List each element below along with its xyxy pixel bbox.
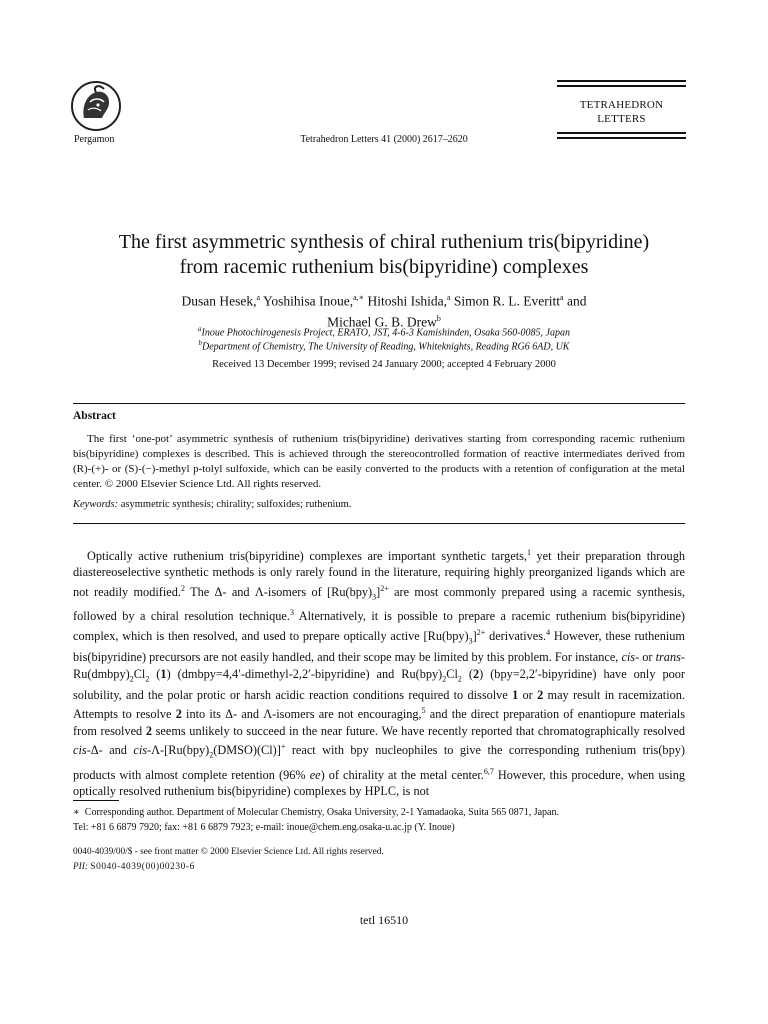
author-name: Dusan Hesek, — [181, 293, 257, 309]
body-text: ( — [461, 666, 473, 681]
footnote-mark: ∗ — [73, 807, 80, 818]
body-text: ) of chirality at the metal center. — [320, 767, 484, 782]
compound-number: 1 — [512, 688, 519, 703]
keywords-label: Keywords: — [73, 499, 119, 510]
footnote-line1 — [73, 805, 685, 820]
italic-term: ee — [309, 767, 321, 782]
pii-value: S0040-4039(00)00230-6 — [90, 862, 195, 872]
italic-term: cis — [133, 742, 148, 757]
italic-term: trans — [655, 650, 681, 665]
article-title-line2: from racemic ruthenium bis(bipyridine) complexes — [179, 256, 589, 278]
author-affiliation-mark: a — [560, 293, 564, 302]
affiliation-b — [40, 337, 728, 353]
compound-number: 2 — [175, 707, 182, 722]
body-text: react with bpy nucleophiles to give the corresponding ruthenium tris(bpy) products with almost complete retention (96% — [73, 742, 685, 782]
journal-rule-top-1 — [557, 80, 686, 82]
author-name: Hitoshi Ishida, — [367, 293, 447, 309]
author-affiliation-mark: b — [436, 313, 441, 323]
subscript: 3 — [468, 636, 473, 646]
journal-citation: Tetrahedron Letters 41 (2000) 2617–2620 — [300, 134, 468, 145]
compound-number: 1 — [160, 666, 167, 681]
compound-number: 2 — [537, 688, 544, 703]
subscript: 2 — [209, 750, 214, 760]
author-name: Simon R. L. Everitt — [453, 293, 561, 309]
author-affiliation-mark: a — [446, 293, 451, 302]
footnote-text: Corresponding author. Department of Molecular Chemistry, Osaka University, 2-1 Yamadaoka, Suita 565 0871, Japan. — [84, 807, 559, 818]
reference-mark: 4 — [546, 627, 551, 637]
body-text: The Δ- and Λ-isomers of [Ru(bpy) — [184, 584, 373, 599]
body-text: ] — [376, 584, 381, 599]
pii-label: PII: — [73, 862, 88, 872]
body-text: - or — [635, 650, 656, 665]
footnote-rule — [73, 800, 119, 801]
body-text: However, this procedure, when using optically resolved ruthenium bis(bipyridine) complexes by HPLC, is not — [73, 767, 685, 798]
body-text: Alternatively, it is possible to prepare a racemic ruthenium bis(bipyridine) complex, which is then resolved, and used to prepare optically active [Ru(bpy) — [73, 609, 685, 643]
journal-rule-top-2 — [557, 85, 686, 87]
abstract-rule-top — [73, 403, 685, 404]
author-name: Yoshihisa Inoue, — [262, 293, 354, 309]
publisher-name: Pergamon — [74, 134, 115, 145]
affiliation-text: Inoue Photochirogenesis Project, ERATO, JST, 4-6-3 Kamishinden, Osaka 560-0085, Japan — [201, 327, 570, 339]
body-text: ) (bpy=2,2′-bipyridine) have only poor solubility, and the polar protic or harsh acidic reaction conditions required to dissolve — [73, 666, 686, 703]
reference-mark: 1 — [526, 548, 531, 557]
body-text: Optically active ruthenium tris(bipyridine) complexes are important synthetic targets, — [87, 549, 527, 564]
article-title — [40, 230, 728, 280]
body-text: -Δ- and — [86, 742, 134, 757]
journal-name-line1: TETRAHEDRON — [579, 99, 664, 111]
body-text: (DMSO)(Cl)] — [213, 742, 281, 757]
author-name: Michael G. B. Drew — [327, 314, 437, 329]
superscript: + — [280, 741, 286, 751]
copyright-block — [73, 845, 384, 875]
body-text: Cl — [133, 666, 146, 681]
journal-name — [557, 98, 686, 126]
main-body-paragraph — [73, 545, 685, 799]
compound-number: 2 — [472, 666, 480, 681]
affiliation-mark: a — [198, 325, 202, 333]
italic-term: cis — [73, 742, 87, 757]
body-text: and the direct preparation of enantiopure materials from resolved — [73, 707, 685, 738]
copyright-line: 0040-4039/00/$ - see front matter © 2000 Elsevier Science Ltd. All rights reserved. — [73, 847, 384, 857]
body-text: yet their preparation through diastereoselective synthetic methods is only rarely found in the literature, requiring highly preorganized ligands which are not readily modified. — [73, 549, 685, 599]
body-text: -Ru(dmbpy) — [73, 650, 686, 681]
journal-rule-bottom-1 — [557, 132, 686, 134]
corresponding-author-footnote — [73, 805, 685, 835]
author-conjunction: and — [566, 293, 587, 309]
body-text: ( — [149, 666, 161, 681]
pii-line — [73, 860, 384, 875]
abstract-heading: Abstract — [73, 410, 116, 422]
body-text: -Λ-[Ru(bpy) — [147, 742, 210, 757]
reference-mark: 3 — [289, 608, 294, 618]
subscript: 2 — [457, 673, 462, 683]
footnote-line2: Tel: +81 6 6879 7920; fax: +81 6 6879 7923; e-mail: inoue@chem.eng.osaka-u.ac.jp (Y. Inoue) — [73, 822, 455, 833]
body-text: may result in racemization. Attempts to resolve — [73, 688, 685, 722]
body-text: ] — [472, 628, 477, 643]
reference-mark: 2 — [180, 583, 185, 593]
affiliation-mark: b — [198, 339, 203, 347]
superscript: 2+ — [476, 627, 486, 637]
received-dates: Received 13 December 1999; revised 24 January 2000; accepted 4 February 2000 — [212, 359, 556, 370]
pergamon-logo-icon — [70, 80, 122, 132]
italic-term: cis — [621, 650, 636, 665]
author-affiliation-mark: a,∗ — [353, 293, 365, 302]
compound-number: 2 — [145, 723, 152, 738]
journal-rule-bottom-2 — [557, 137, 686, 139]
subscript: 2 — [129, 673, 134, 683]
body-text: into its Δ- and Λ-isomers are not encouraging, — [181, 707, 422, 722]
body-text: ) (dmbpy=4,4′-dimethyl-2,2′-bipyridine) and Ru(bpy) — [166, 666, 443, 681]
affiliation-text: Department of Chemistry, The University of Reading, Whiteknights, Reading RG6 6AD, UK — [202, 341, 570, 353]
author-affiliation-mark: a — [256, 293, 261, 302]
subscript: 3 — [372, 592, 377, 602]
body-text: However, these ruthenium bis(bipyridine) precursors are not easily handled, and their scope may be limited by this problem. For instance, — [73, 628, 685, 665]
subscript: 2 — [145, 673, 150, 683]
abstract-rule-bottom — [73, 523, 685, 524]
keywords-list: asymmetric synthesis; chirality; sulfoxides; ruthenium. — [120, 499, 352, 510]
subscript: 2 — [442, 673, 447, 683]
body-text: are most commonly prepared using a racemic synthesis, followed by a chiral resolution technique. — [73, 584, 686, 624]
body-text: Cl — [446, 666, 458, 681]
journal-name-line2: LETTERS — [597, 113, 646, 125]
body-text: seems unlikely to succeed in the near future. We have recently reported that chromatographically resolved — [151, 723, 685, 738]
reference-mark: 6,7 — [483, 766, 494, 776]
superscript: 2+ — [380, 583, 389, 593]
keywords — [73, 499, 351, 510]
abstract-body: The first ‘one-pot’ asymmetric synthesis of ruthenium tris(bipyridine) derivatives starting from corresponding racemic ruthenium bis(bipyridine) complexes is described. This is achieved through the stereocontrolled formation of reactive intermediates derived from (R)-(+)- or (S)-(−)-methyl p-tolyl sulfoxide, which can be easily converted to the products with a retention of configuration at the metal center. © 2000 Elsevier Science Ltd. All rights reserved. — [73, 433, 685, 490]
footer-code: tetl 16510 — [359, 913, 409, 927]
reference-mark: 5 — [421, 706, 426, 716]
body-text: derivatives. — [485, 628, 547, 643]
article-title-line1: The first asymmetric synthesis of chiral ruthenium tris(bipyridine) — [118, 231, 650, 253]
body-text: or — [518, 688, 538, 703]
